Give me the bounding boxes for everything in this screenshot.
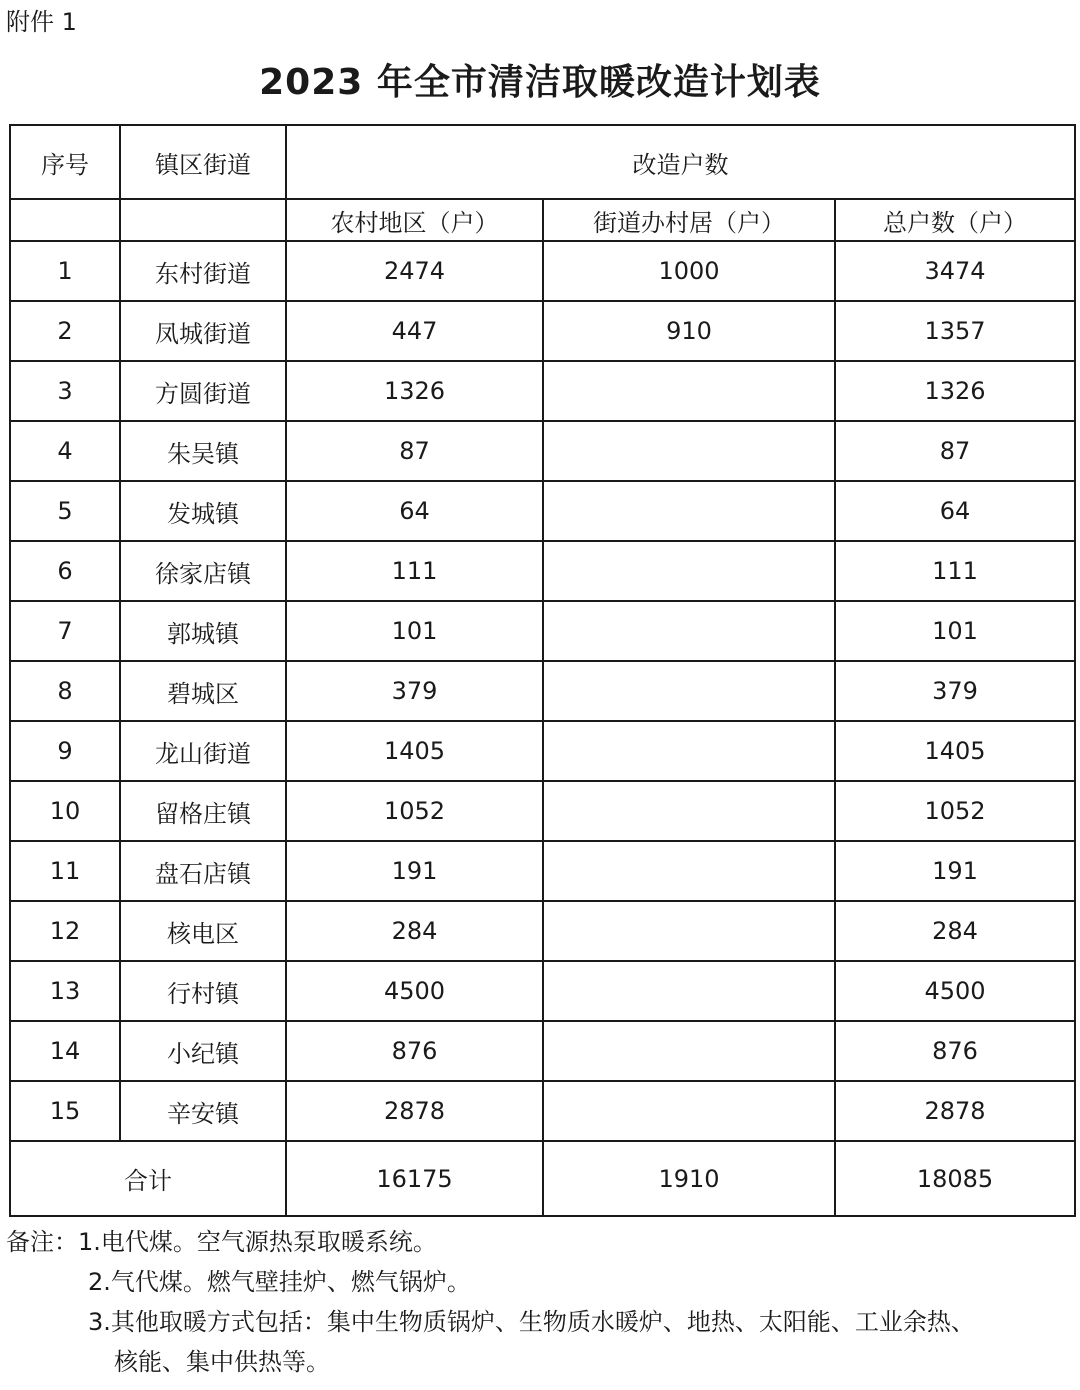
total-row bbox=[10, 1141, 1075, 1216]
cell-rural: 1052 bbox=[286, 781, 543, 841]
cell-town: 凤城街道 bbox=[120, 301, 286, 361]
cell-seq: 3 bbox=[10, 361, 120, 421]
cell-total: 1052 bbox=[835, 781, 1075, 841]
plan-table bbox=[9, 124, 1076, 1217]
cell-total: 284 bbox=[835, 901, 1075, 961]
table-row bbox=[10, 601, 1075, 661]
table-row bbox=[10, 481, 1075, 541]
header-row-1 bbox=[10, 125, 1075, 199]
cell-street bbox=[543, 841, 835, 901]
table-row bbox=[10, 301, 1075, 361]
cell-seq: 7 bbox=[10, 601, 120, 661]
table-row bbox=[10, 901, 1075, 961]
cell-total: 191 bbox=[835, 841, 1075, 901]
header-street-resident: 街道办村居（户） bbox=[543, 199, 835, 241]
cell-rural: 101 bbox=[286, 601, 543, 661]
cell-street bbox=[543, 421, 835, 481]
page-title: 2023 年全市清洁取暖改造计划表 bbox=[259, 62, 821, 103]
table-row bbox=[10, 961, 1075, 1021]
total-street: 1910 bbox=[543, 1141, 835, 1216]
header-town-blank bbox=[120, 199, 286, 241]
cell-seq: 2 bbox=[10, 301, 120, 361]
notes bbox=[6, 1222, 1076, 1382]
cell-seq: 10 bbox=[10, 781, 120, 841]
total-label: 合计 bbox=[10, 1141, 286, 1216]
cell-street bbox=[543, 361, 835, 421]
cell-rural: 2878 bbox=[286, 1081, 543, 1141]
cell-seq: 13 bbox=[10, 961, 120, 1021]
cell-total: 379 bbox=[835, 661, 1075, 721]
header-seq: 序号 bbox=[10, 125, 120, 199]
cell-total: 87 bbox=[835, 421, 1075, 481]
cell-seq: 12 bbox=[10, 901, 120, 961]
cell-town: 小纪镇 bbox=[120, 1021, 286, 1081]
cell-street bbox=[543, 961, 835, 1021]
cell-town: 行村镇 bbox=[120, 961, 286, 1021]
table-row bbox=[10, 661, 1075, 721]
cell-total: 101 bbox=[835, 601, 1075, 661]
cell-rural: 64 bbox=[286, 481, 543, 541]
cell-street bbox=[543, 481, 835, 541]
header-rural: 农村地区（户） bbox=[286, 199, 543, 241]
cell-town: 留格庄镇 bbox=[120, 781, 286, 841]
cell-street bbox=[543, 721, 835, 781]
cell-street: 910 bbox=[543, 301, 835, 361]
header-town: 镇区街道 bbox=[120, 125, 286, 199]
cell-seq: 1 bbox=[10, 241, 120, 301]
total-rural: 16175 bbox=[286, 1141, 543, 1216]
cell-seq: 9 bbox=[10, 721, 120, 781]
cell-seq: 4 bbox=[10, 421, 120, 481]
cell-street bbox=[543, 901, 835, 961]
cell-street: 1000 bbox=[543, 241, 835, 301]
table-row bbox=[10, 361, 1075, 421]
total-total: 18085 bbox=[835, 1141, 1075, 1216]
attachment-label: 附件 1 bbox=[6, 8, 77, 36]
cell-total: 3474 bbox=[835, 241, 1075, 301]
table-row bbox=[10, 241, 1075, 301]
cell-total: 1405 bbox=[835, 721, 1075, 781]
cell-seq: 11 bbox=[10, 841, 120, 901]
table-row bbox=[10, 421, 1075, 481]
cell-rural: 284 bbox=[286, 901, 543, 961]
table-row bbox=[10, 841, 1075, 901]
cell-town: 朱吴镇 bbox=[120, 421, 286, 481]
cell-rural: 4500 bbox=[286, 961, 543, 1021]
cell-street bbox=[543, 781, 835, 841]
cell-seq: 15 bbox=[10, 1081, 120, 1141]
cell-rural: 191 bbox=[286, 841, 543, 901]
cell-total: 1326 bbox=[835, 361, 1075, 421]
cell-town: 方圆街道 bbox=[120, 361, 286, 421]
cell-town: 东村街道 bbox=[120, 241, 286, 301]
plan-table-body bbox=[10, 125, 1075, 1216]
note-line-3: 3.其他取暖方式包括：集中生物质锅炉、生物质水暖炉、地热、太阳能、工业余热、 bbox=[88, 1308, 975, 1336]
cell-seq: 8 bbox=[10, 661, 120, 721]
cell-street bbox=[543, 1081, 835, 1141]
cell-seq: 5 bbox=[10, 481, 120, 541]
cell-street bbox=[543, 601, 835, 661]
cell-total: 4500 bbox=[835, 961, 1075, 1021]
cell-total: 64 bbox=[835, 481, 1075, 541]
cell-total: 2878 bbox=[835, 1081, 1075, 1141]
note-line-4: 核能、集中供热等。 bbox=[114, 1348, 330, 1376]
cell-total: 1357 bbox=[835, 301, 1075, 361]
cell-rural: 87 bbox=[286, 421, 543, 481]
header-group: 改造户数 bbox=[286, 125, 1075, 199]
cell-rural: 1326 bbox=[286, 361, 543, 421]
cell-street bbox=[543, 541, 835, 601]
cell-rural: 2474 bbox=[286, 241, 543, 301]
cell-total: 876 bbox=[835, 1021, 1075, 1081]
cell-town: 发城镇 bbox=[120, 481, 286, 541]
table-row bbox=[10, 541, 1075, 601]
header-row-2 bbox=[10, 199, 1075, 241]
cell-town: 龙山街道 bbox=[120, 721, 286, 781]
header-seq-blank bbox=[10, 199, 120, 241]
cell-rural: 1405 bbox=[286, 721, 543, 781]
cell-total: 111 bbox=[835, 541, 1075, 601]
cell-town: 辛安镇 bbox=[120, 1081, 286, 1141]
note-line-1: 备注：1.电代煤。空气源热泵取暖系统。 bbox=[6, 1228, 437, 1256]
cell-rural: 379 bbox=[286, 661, 543, 721]
table-row bbox=[10, 721, 1075, 781]
cell-town: 盘石店镇 bbox=[120, 841, 286, 901]
cell-town: 郭城镇 bbox=[120, 601, 286, 661]
table-row bbox=[10, 781, 1075, 841]
table-row bbox=[10, 1081, 1075, 1141]
cell-town: 徐家店镇 bbox=[120, 541, 286, 601]
cell-town: 碧城区 bbox=[120, 661, 286, 721]
cell-seq: 14 bbox=[10, 1021, 120, 1081]
cell-rural: 876 bbox=[286, 1021, 543, 1081]
header-total: 总户数（户） bbox=[835, 199, 1075, 241]
cell-street bbox=[543, 1021, 835, 1081]
cell-town: 核电区 bbox=[120, 901, 286, 961]
table-row bbox=[10, 1021, 1075, 1081]
cell-street bbox=[543, 661, 835, 721]
cell-seq: 6 bbox=[10, 541, 120, 601]
cell-rural: 447 bbox=[286, 301, 543, 361]
cell-rural: 111 bbox=[286, 541, 543, 601]
note-line-2: 2.气代煤。燃气壁挂炉、燃气锅炉。 bbox=[88, 1268, 471, 1296]
